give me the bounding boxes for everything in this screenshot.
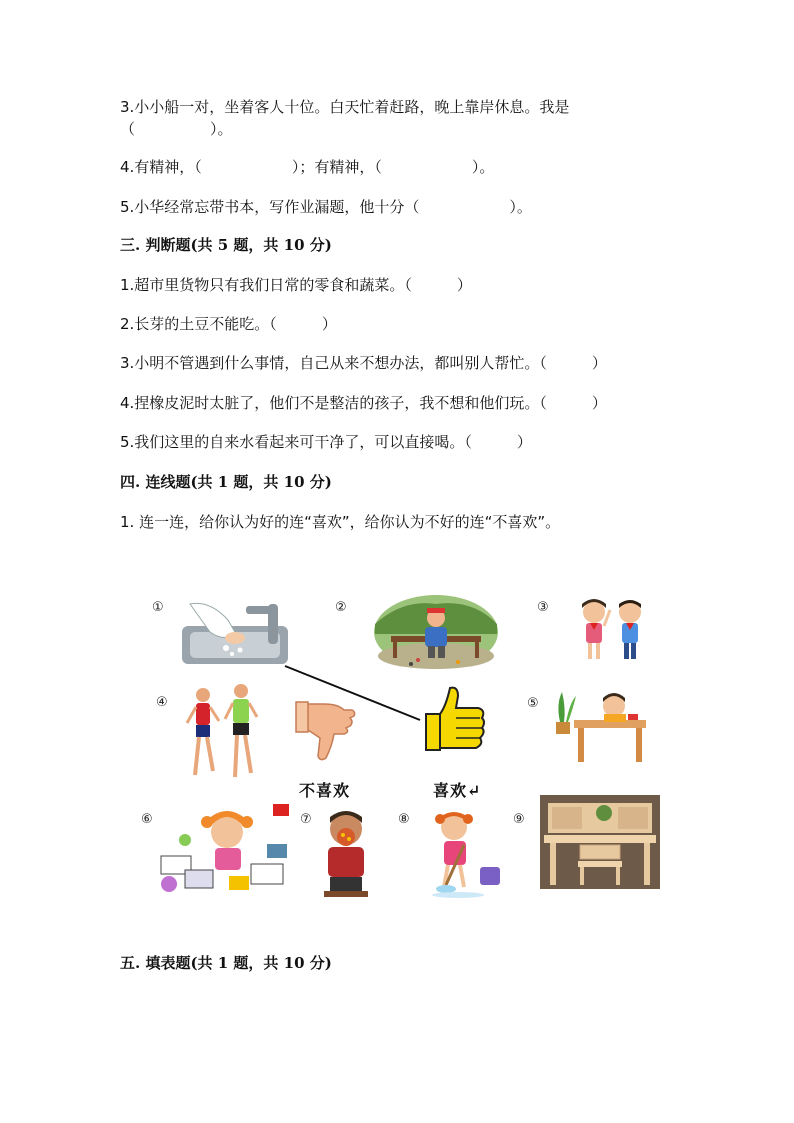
picture-park-bench-littering[interactable] — [373, 594, 499, 670]
judge-item-1: 1.超市里货物只有我们日常的零食和蔬菜。（ ） — [120, 276, 472, 294]
q4-text: 4.有精神，（ ）；有精神，（ ）。 — [120, 158, 495, 176]
picture-washing-hands[interactable] — [180, 598, 292, 670]
picture-tidy-desk[interactable] — [540, 795, 660, 889]
marker-5: ⑤ — [527, 696, 539, 711]
marker-6: ⑥ — [141, 812, 153, 827]
q5-text: 5.小华经常忘带书本，写作业漏题，他十分（ ）。 — [120, 198, 532, 216]
section3-heading: 三. 判断题(共 5 题，共 10 分) — [120, 236, 332, 254]
marker-4: ④ — [156, 695, 168, 710]
dislike-label[interactable]: 不喜欢 — [299, 781, 351, 800]
matching-question: 1. 连一连，给你认为好的连“喜欢”，给你认为不好的连“不喜欢”。 — [120, 513, 561, 531]
thumbs-up-icon — [422, 684, 488, 756]
marker-7: ⑦ — [300, 812, 312, 827]
q3-line1: 3.小小船一对，坐着客人十位。白天忙着赶路，晚上靠岸休息。我是 — [120, 98, 570, 116]
marker-3: ③ — [537, 600, 549, 615]
picture-messy-room[interactable] — [155, 800, 295, 898]
picture-girl-mopping[interactable] — [428, 805, 508, 899]
marker-2: ② — [335, 600, 347, 615]
picture-runners[interactable] — [183, 683, 263, 787]
judge-item-2: 2.长芽的土豆不能吃。（ ） — [120, 315, 337, 333]
judge-item-3: 3.小明不管遇到什么事情，自己从来不想办法，都叫别人帮忙。（ ） — [120, 354, 607, 372]
picture-two-kids-saluting[interactable] — [570, 598, 655, 664]
section4-heading: 四. 连线题(共 1 题，共 10 分) — [120, 473, 332, 491]
judge-item-5: 5.我们这里的自来水看起来可干净了，可以直接喝。（ ） — [120, 433, 532, 451]
marker-8: ⑧ — [398, 812, 410, 827]
marker-9: ⑨ — [513, 812, 525, 827]
picture-boy-eating[interactable] — [318, 805, 374, 899]
section5-heading: 五. 填表题(共 1 题，共 10 分) — [120, 954, 332, 972]
picture-child-at-desk[interactable] — [548, 684, 652, 766]
marker-1: ① — [152, 600, 164, 615]
like-label[interactable]: 喜欢↵ — [433, 781, 482, 800]
judge-item-4: 4.捏橡皮泥时太脏了，他们不是整洁的孩子，我不想和他们玩。（ ） — [120, 394, 607, 412]
thumbs-down-icon — [294, 700, 358, 764]
q3-line2: （ ）。 — [120, 120, 233, 138]
